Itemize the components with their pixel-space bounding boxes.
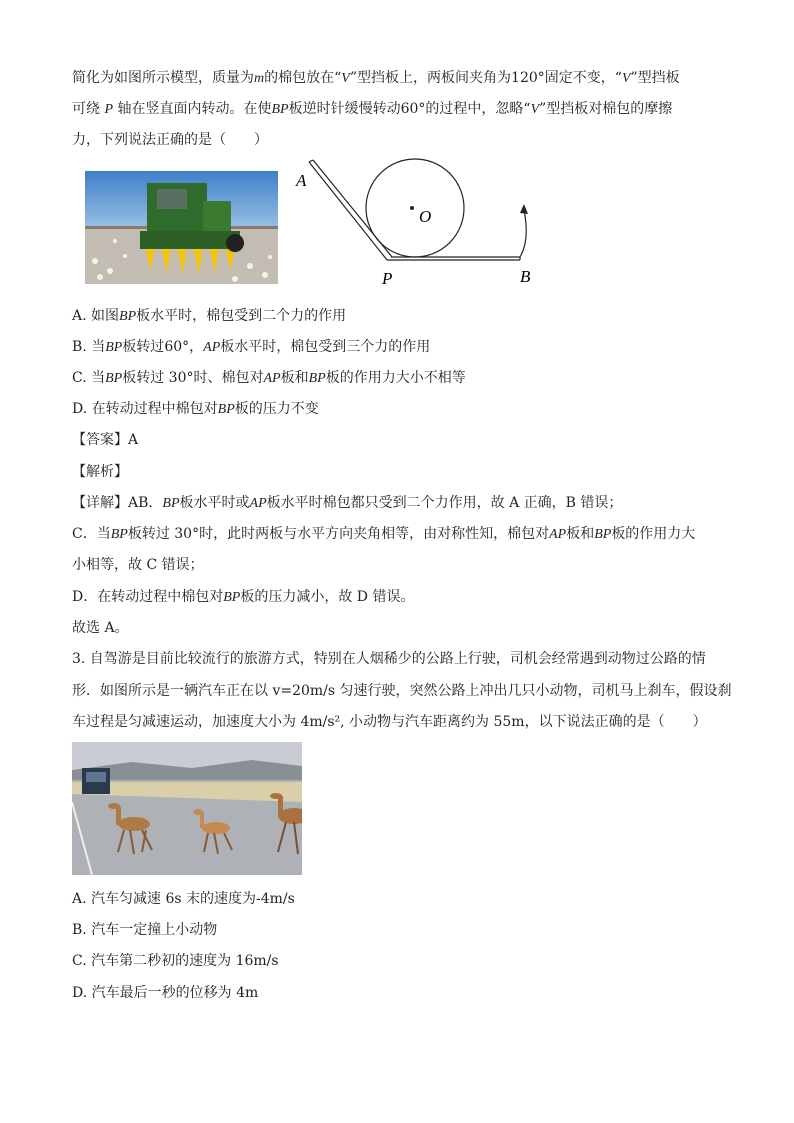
v-board-diagram — [292, 158, 552, 290]
q2-option-c: C. 当BP板转过 30°时、棉包对AP板和BP板的作用力大小不相等 — [72, 370, 466, 386]
cotton-bale-circle — [366, 159, 464, 257]
label-a: A — [296, 171, 307, 190]
q3-option-c: C. 汽车第二秒初的速度为 16m/s — [72, 953, 279, 969]
q3-stem-line-2: 形．如图所示是一辆汽车正在以 v=20m/s 匀速行驶，突然公路上冲出几只小动物，司机马上刹车，假设刹 — [72, 683, 732, 699]
q2-analysis-line-1: 【详解】AB．BP板水平时或AP板水平时棉包都只受到二个力作用，故 A 正确，B 错误； — [72, 495, 623, 511]
label-b: B — [520, 267, 531, 286]
road-animals-photo — [72, 742, 302, 875]
q2-stem-line-3: 力，下列说法正确的是（ ） — [72, 132, 268, 148]
board-ap — [309, 162, 387, 260]
q2-analysis-line-4: D．在转动过程中棉包对BP板的压力减小，故 D 错误。 — [72, 589, 415, 605]
q2-analysis-line-2: C．当BP板转过 30°时，此时两板与水平方向夹角相等，由对称性知，棉包对AP板和BP板的作用力大 — [72, 526, 696, 542]
label-o: O — [419, 207, 432, 226]
label-p: P — [382, 269, 393, 288]
q2-analysis-title: 【解析】 — [72, 464, 128, 480]
q3-stem-line-3: 车过程是匀减速运动，加速度大小为 4m/s², 小动物与汽车距离约为 55m，以下说法正确的是（ ） — [72, 714, 707, 730]
center-dot — [410, 206, 414, 210]
q3-stem-line-1: 3. 自驾游是目前比较流行的旅游方式，特别在人烟稀少的公路上行驶，司机会经常遇到动物过公路的情 — [72, 651, 706, 667]
q2-answer: 【答案】A — [72, 432, 139, 448]
q3-option-d: D. 汽车最后一秒的位移为 4m — [72, 985, 259, 1001]
q2-stem-line-2: 可绕 P 轴在竖直面内转动。在使BP板逆时针缓慢转动60°的过程中，忽略“V”型挡板对棉包的摩擦 — [72, 101, 673, 117]
cotton-harvester-photo — [85, 171, 278, 284]
q3-option-a: A. 汽车匀减速 6s 末的速度为-4m/s — [72, 891, 295, 907]
q2-option-b: B. 当BP板转过60°，AP板水平时，棉包受到三个力的作用 — [72, 339, 431, 355]
q2-option-a: A. 如图BP板水平时，棉包受到二个力的作用 — [72, 308, 347, 324]
q2-analysis-line-3: 小相等，故 C 错误； — [72, 557, 204, 573]
q2-analysis-line-5: 故选 A。 — [72, 620, 129, 636]
q3-option-b: B. 汽车一定撞上小动物 — [72, 922, 218, 938]
rotation-arrow — [520, 210, 526, 257]
q2-stem-line-1: 简化为如图所示模型，质量为m的棉包放在“V”型挡板上，两板间夹角为120°固定不变，“V”型挡板 — [72, 70, 680, 86]
q2-option-d: D. 在转动过程中棉包对BP板的压力不变 — [72, 401, 319, 417]
